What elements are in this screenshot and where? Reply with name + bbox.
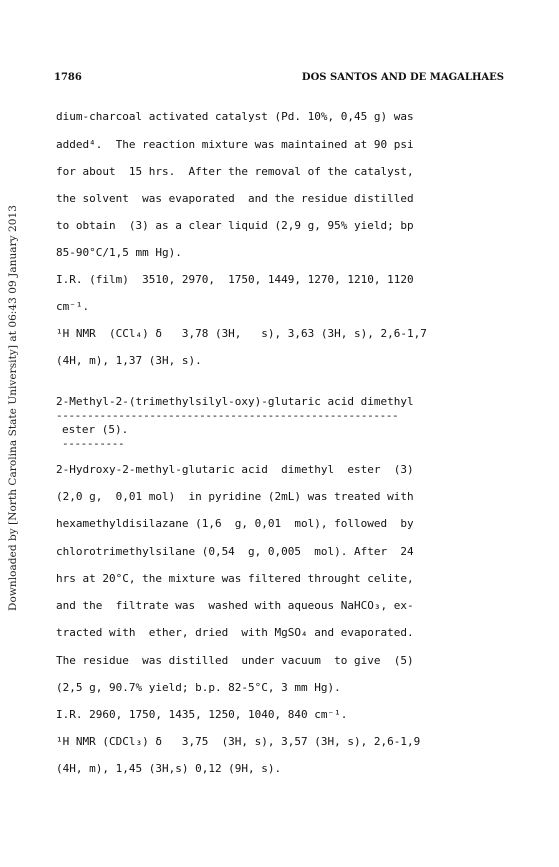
text-line: to obtain (3) as a clear liquid (2,9 g, 95% yield; bp xyxy=(56,219,414,232)
running-header xyxy=(54,72,504,88)
text-line: ¹H NMR (CCl₄) δ 3,78 (3H, s), 3,63 (3H, s), 2,6-1,7 xyxy=(56,327,427,340)
text-line: dium-charcoal activated catalyst (Pd. 10%, 0,45 g) was xyxy=(56,110,414,123)
text-line: and the filtrate was washed with aqueous NaHCO₃, ex- xyxy=(56,599,414,612)
heading-underline: ---------- xyxy=(62,439,125,449)
text-line: the solvent was evaporated and the residue distilled xyxy=(56,192,414,205)
running-header-authors: DOS SANTOS AND DE MAGALHAES xyxy=(301,72,504,83)
text-line: I.R. 2960, 1750, 1435, 1250, 1040, 840 cm⁻¹. xyxy=(56,708,348,721)
text-line: cm⁻¹. xyxy=(56,300,90,313)
heading-underline: ------------------------------------------------------- xyxy=(56,411,399,421)
text-line: (2,5 g, 90.7% yield; b.p. 82-5°C, 3 mm Hg). xyxy=(56,681,341,694)
text-line: tracted with ether, dried with MgSO₄ and evaporated. xyxy=(56,626,414,639)
text-line: hrs at 20°C, the mixture was filtered throught celite, xyxy=(56,572,414,585)
section-heading: ester (5). xyxy=(62,423,129,436)
text-line: for about 15 hrs. After the removal of the catalyst, xyxy=(56,165,414,178)
text-line: ¹H NMR (CDCl₃) δ 3,75 (3H, s), 3,57 (3H, s), 2,6-1,9 xyxy=(56,735,421,748)
text-line: added⁴. The reaction mixture was maintained at 90 psi xyxy=(56,138,414,151)
section-heading: 2-Methyl-2-(trimethylsilyl-oxy)-glutaric acid dimethyl xyxy=(56,395,414,408)
text-line: hexamethyldisilazane (1,6 g, 0,01 mol), followed by xyxy=(56,517,414,530)
text-line: (4H, m), 1,37 (3H, s). xyxy=(56,354,202,367)
download-watermark: Downloaded by [North Carolina State University] at 06:43 09 January 2013 xyxy=(7,205,19,611)
text-line: 85-90°C/1,5 mm Hg). xyxy=(56,246,182,259)
text-line: chlorotrimethylsilane (0,54 g, 0,005 mol). After 24 xyxy=(56,545,414,558)
text-line: The residue was distilled under vacuum to give (5) xyxy=(56,654,414,667)
text-line: (2,0 g, 0,01 mol) in pyridine (2mL) was treated with xyxy=(56,490,414,503)
text-line: 2-Hydroxy-2-methyl-glutaric acid dimethyl ester (3) xyxy=(56,463,414,476)
page-number: 1786 xyxy=(54,72,82,83)
text-line: I.R. (film) 3510, 2970, 1750, 1449, 1270, 1210, 1120 xyxy=(56,273,414,286)
text-line: (4H, m), 1,45 (3H,s) 0,12 (9H, s). xyxy=(56,762,282,775)
